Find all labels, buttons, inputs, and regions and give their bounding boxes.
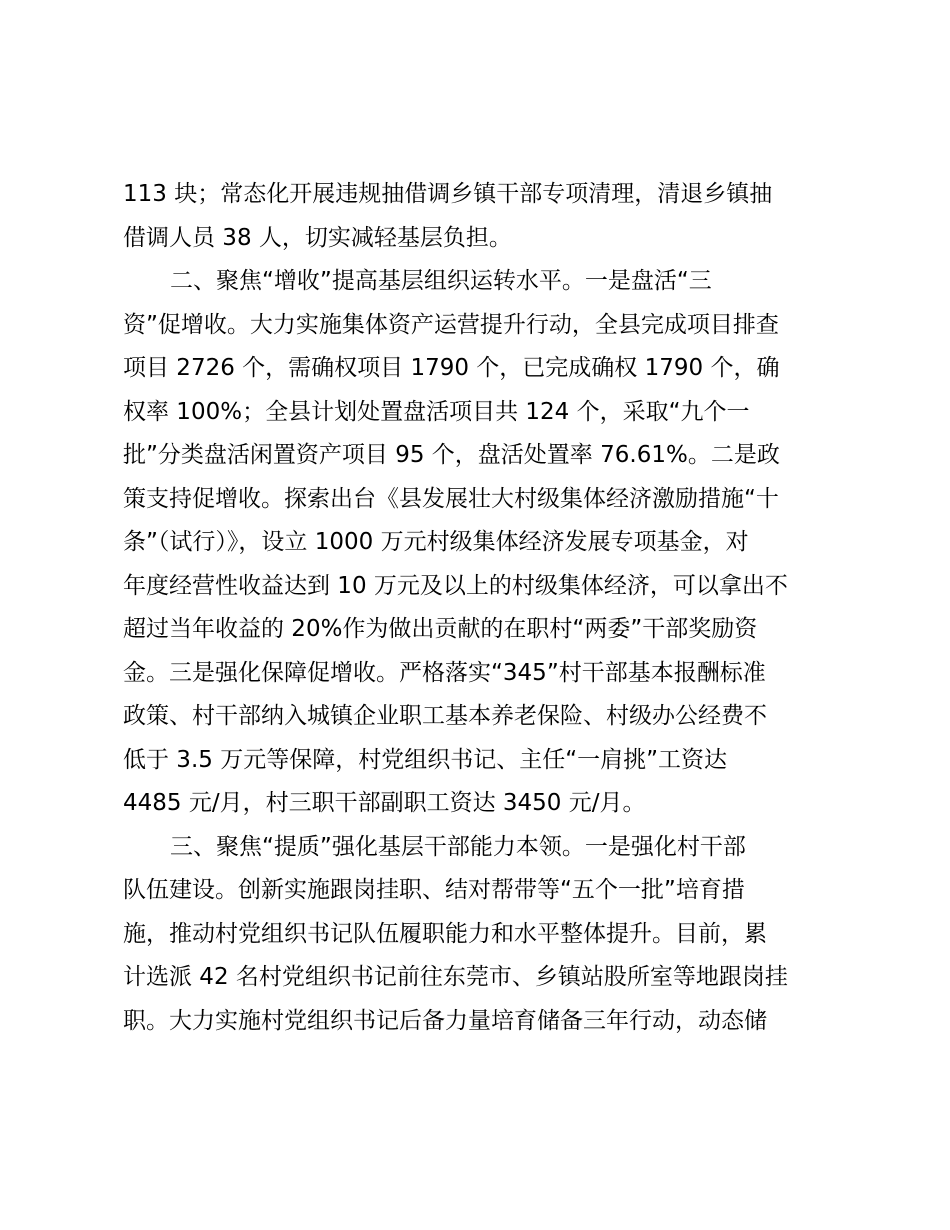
text-line: 权率 100%；全县计划处置盘活项目共 124 个，采取“九个一 (123, 398, 750, 425)
text-line: 金。三是强化保障促增收。严格落实“345”村干部基本报酬标准 (123, 659, 766, 686)
text-line: 超过当年收益的 20%作为做出贡献的在职村“两委”干部奖励资 (123, 616, 758, 642)
section-heading-line: 二、聚焦“增收”提高基层组织运转水平。一是盘活“三 (170, 268, 712, 294)
text-line: 职。大力实施村党组织书记后备力量培育储备三年行动，动态储 (123, 1007, 767, 1034)
text-line: 低于 3.5 万元等保障，村党组织书记、主任“一肩挑”工资达 (123, 746, 728, 773)
section-heading-line: 三、聚焦“提质”强化基层干部能力本领。一是强化村干部 (170, 833, 746, 860)
body-text (123, 173, 839, 1043)
text-line: 年度经营性收益达到 10 万元及以上的村级集体经济，可以拿出不 (123, 572, 788, 599)
text-line: 计选派 42 名村党组织书记前往东莞市、乡镇站股所室等地跟岗挂 (123, 964, 788, 990)
text-line: 政策、村干部纳入城镇企业职工基本养老保险、村级办公经费不 (123, 703, 767, 729)
text-line: 资”促增收。大力实施集体资产运营提升行动，全县完成项目排查 (123, 311, 779, 338)
text-line: 批”分类盘活闲置资产项目 95 个，盘活处置率 76.61%。二是政 (123, 442, 780, 468)
text-line: 策支持促增收。探索出台《县发展壮大村级集体经济激励措施“十 (123, 485, 779, 512)
text-line: 队伍建设。创新实施跟岗挂职、结对帮带等“五个一批”培育措 (123, 877, 745, 903)
text-line: 条”（试行）》，设立 1000 万元村级集体经济发展专项基金，对 (123, 529, 749, 555)
text-line: 借调人员 38 人，切实减轻基层负担。 (123, 224, 512, 251)
text-line: 113 块；常态化开展违规抽借调乡镇干部专项清理，清退乡镇抽 (123, 181, 773, 207)
text-line: 项目 2726 个，需确权项目 1790 个，已完成确权 1790 个，确 (123, 355, 780, 381)
text-line: 4485 元/月，村三职干部副职工资达 3450 元/月。 (123, 790, 646, 816)
text-line: 施，推动村党组织书记队伍履职能力和水平整体提升。目前，累 (123, 920, 767, 947)
